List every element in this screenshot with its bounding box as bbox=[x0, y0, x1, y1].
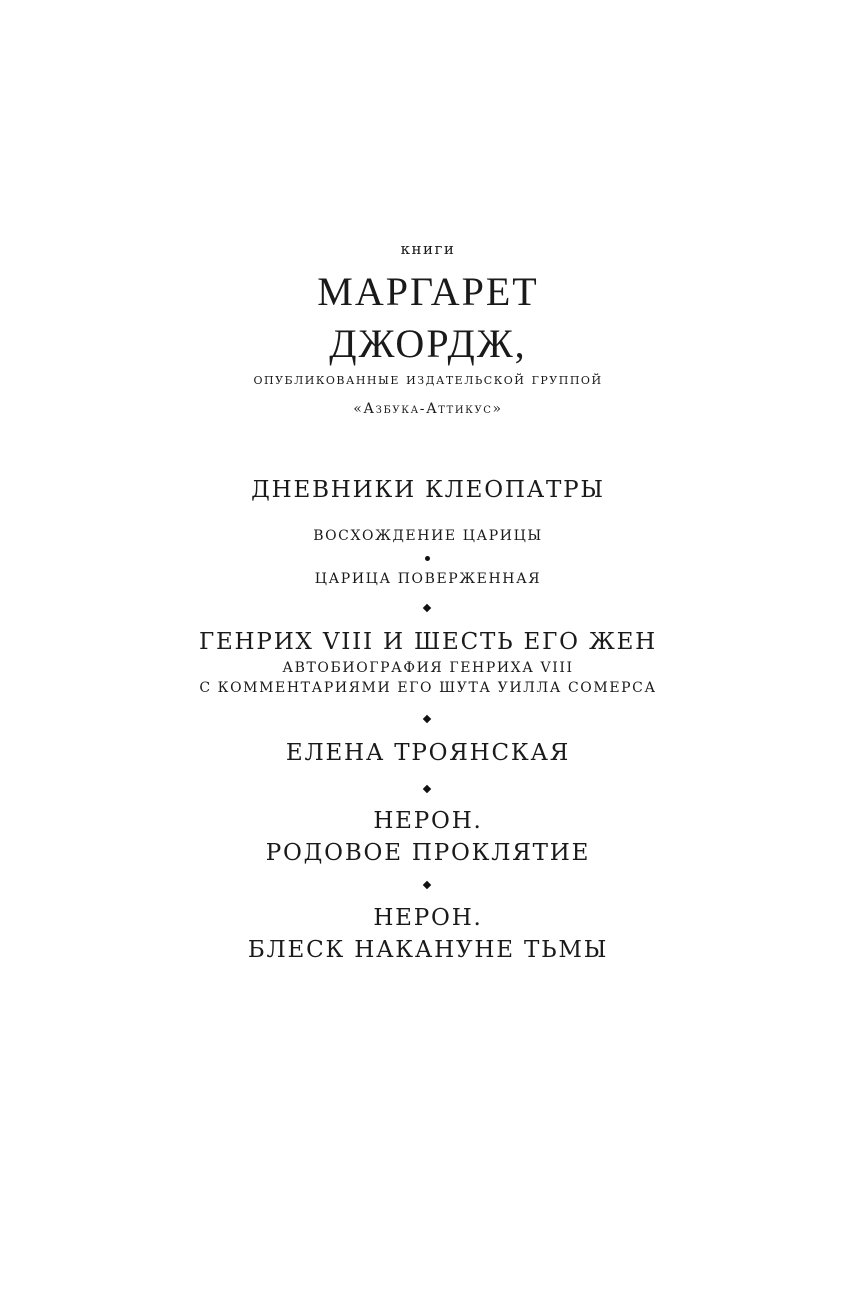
author-first-name: МАРГАРЕТ bbox=[317, 269, 539, 314]
dot-separator bbox=[425, 556, 430, 561]
book-title-nero-1-line1: НЕРОН. bbox=[373, 808, 483, 834]
book-title-helen: ЕЛЕНА ТРОЯНСКАЯ bbox=[285, 740, 571, 766]
book-title-henry: ГЕНРИХ VIII И ШЕСТЬ ЕГО ЖЕН bbox=[198, 629, 658, 655]
book-title-nero-2-line1: НЕРОН. bbox=[373, 905, 483, 931]
book-title-nero-2-line2: БЛЕСК НАКАНУНЕ ТЬМЫ bbox=[247, 937, 609, 963]
publisher-line: опубликованные издательской группой bbox=[253, 370, 603, 388]
kicker-books: книги bbox=[400, 240, 456, 258]
book-part-ascension: ВОСХОЖДЕНИЕ ЦАРИЦЫ bbox=[313, 528, 543, 544]
diamond-separator bbox=[423, 715, 431, 723]
author-last-name: ДЖОРДЖ, bbox=[329, 321, 527, 366]
book-title-nero-1-line2: РОДОВОЕ ПРОКЛЯТИЕ bbox=[265, 840, 591, 866]
book-subtitle-henry-2: С КОММЕНТАРИЯМИ ЕГО ШУТА УИЛЛА СОМЕРСА bbox=[199, 680, 657, 696]
book-title-cleopatra: ДНЕВНИКИ КЛЕОПАТРЫ bbox=[251, 477, 605, 503]
publisher-name: «Азбука-Аттикус» bbox=[353, 401, 503, 417]
diamond-separator bbox=[423, 881, 431, 889]
diamond-separator bbox=[423, 785, 431, 793]
book-subtitle-henry-1: АВТОБИОГРАФИЯ ГЕНРИХА VIII bbox=[282, 660, 574, 676]
book-part-defeated: ЦАРИЦА ПОВЕРЖЕННАЯ bbox=[314, 571, 542, 587]
diamond-separator bbox=[423, 604, 431, 612]
